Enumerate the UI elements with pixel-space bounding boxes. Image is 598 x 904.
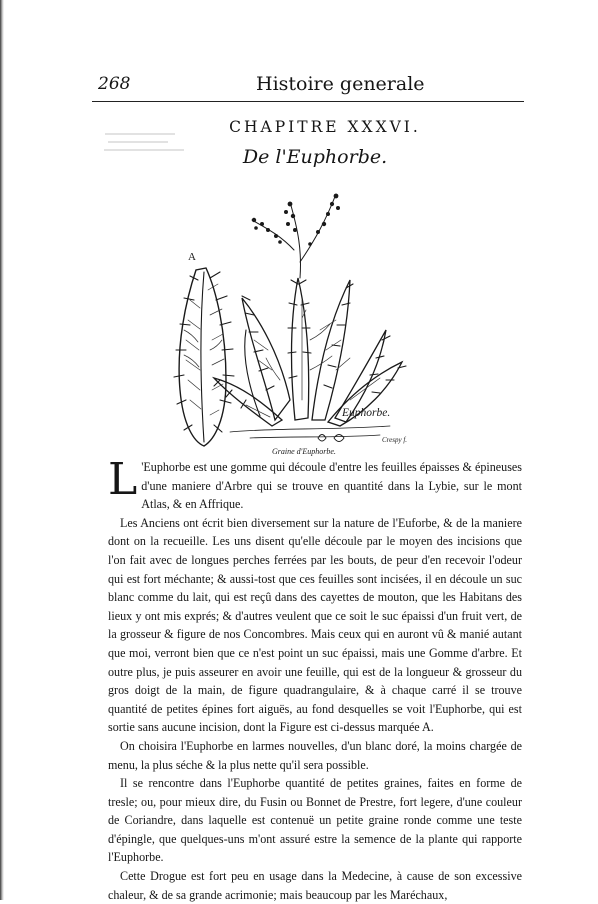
page-number: 268 <box>98 74 131 94</box>
running-title: Histoire generale <box>256 73 425 95</box>
euphorbe-illustration <box>150 180 450 458</box>
figure-plant-label: Euphorbe. <box>342 407 391 419</box>
euphorbe-engraving <box>150 180 450 458</box>
paragraph-1 <box>108 454 522 514</box>
header-rule <box>92 101 524 102</box>
running-head <box>92 74 522 96</box>
drop-cap: L <box>108 454 138 505</box>
chapter-number: CHAPITRE XXXVI. <box>229 118 421 136</box>
figure-label-a: A <box>188 251 196 263</box>
page-edge-shadow <box>0 0 4 900</box>
paragraph-4: Il se rencontre dans l'Euphorbe quantité de petites graines, faites en forme de tresle; ou, pour mieux dire, du Fusin ou Bonnet de Prestre, fort legere, d'une couleur de Coriandre, dans laquelle est contenuë un petite graine ronde comme une teste d'épingle, que quelques-uns m'ont assuré estre la semence de la plante qui rapporte l'Euphorbe. <box>108 776 522 865</box>
paragraph-3: On choisira l'Euphorbe en larmes nouvelles, d'un blanc doré, la moins chargée de menu, la plus séche & la plus nette qu'il sera possible. <box>108 738 522 772</box>
paragraph-text: 'Euphorbe est une gomme qui découle d'entre les feuilles épaisses & épineuses d'une maniere d'Arbre qui se trouve en quantité dans la Lybie, sur le mont Atlas, & en Affrique. <box>141 460 522 512</box>
paragraph-2: Les Anciens ont écrit bien diversement sur la nature de l'Euforbe, & de la maniere dont on la recueille. Les uns disent qu'elle découle par le moyen des incisions que l'on fait avec de longues perches ferrées par les bouts, de peur d'en recevoir l'odeur qui est fort méchante; & aussi-tost que ces feuilles sont incisées, il en découle un suc blanc comme du lait, qui est reçû dans des cayettes de mouton, que les Habitans des lieux y ont mis exprés; & d'autres veulent que ce soit le suc épaissi d'un fruit vert, de la grosseur & figure de nos Concombres. Mais ceux qui en auront vû & manié autant que moi, verront bien que ce n'est point un suc épaissi, mais une Gomme d'arbre. Et outre plus, je puis asseurer en avoir une feuille, qui est de la longueur & grosseur du gros doigt de la main, de figure quadrangulaire, & à chaque carré il se trouve quantité de petites épines fort aiguës, au fond desquelles se voit l'Euphorbe, qui est sortie sans aucune incision, dont la Figure est ci-dessus marquée A. <box>108 515 522 735</box>
body-text <box>108 454 522 904</box>
figure-seed-label: Graine d'Euphorbe. <box>272 447 336 456</box>
paragraph-5: Cette Drogue est fort peu en usage dans la Medecine, à cause de son excessive chaleur, & de sa grande acrimonie; mais beaucoup par les Maréchaux, <box>108 869 522 902</box>
engraver-signature: Crespy f. <box>382 436 408 444</box>
chapter-title: De l'Euphorbe. <box>242 146 388 168</box>
